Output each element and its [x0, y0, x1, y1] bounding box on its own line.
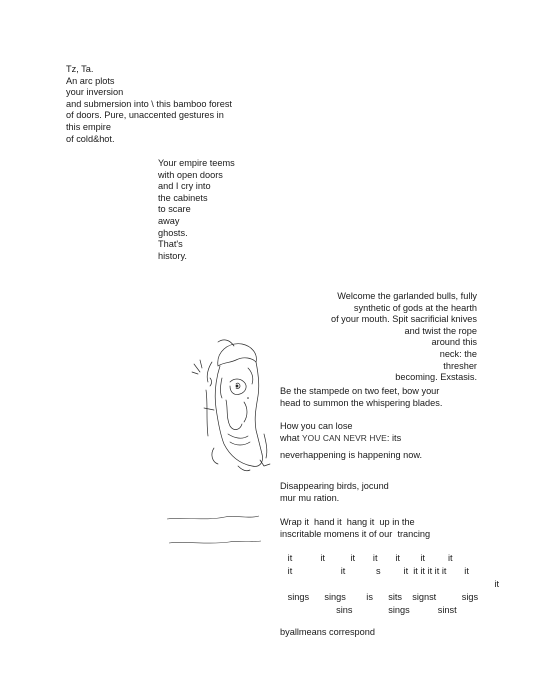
poem-line: and twist the rope — [404, 325, 477, 336]
closing-line — [280, 627, 375, 639]
poem-text: what — [280, 432, 302, 443]
poem-line — [280, 433, 422, 445]
poem-line: to scare — [158, 204, 191, 215]
poem-line: of your mouth. Spit sacrificial knives — [330, 314, 477, 325]
poem-line: Be the stampede on two feet, bow your — [280, 386, 440, 396]
poem-line: with open doors — [158, 169, 223, 180]
poem-line: of doors. Pure, unaccented gestures in — [66, 110, 224, 121]
poem-line: it it it it it it it — [280, 553, 453, 563]
poem-line: your inversion — [66, 87, 124, 98]
scatter-lines — [280, 552, 500, 617]
poem-line: away — [158, 215, 180, 226]
stanza-5 — [280, 421, 422, 462]
poem-line: neverhappening is happening now. — [280, 450, 423, 461]
poem-line: Disappearing birds, jocund — [280, 481, 389, 491]
poem-line: history. — [158, 250, 187, 261]
poem-line: and submersion into \ this bamboo forest — [66, 98, 232, 109]
poem-line: around this — [431, 337, 477, 348]
poem-line: Wrap it hand it hang it up in the — [280, 517, 415, 527]
poem-line: inscritable momens it of our trancing — [280, 528, 431, 539]
stanza-2 — [158, 158, 235, 262]
poem-line: Welcome the garlanded bulls, fully — [337, 291, 477, 301]
poem-line: sings sings is sits signst sigs — [280, 592, 479, 602]
poem-line: thresher — [443, 360, 477, 371]
handwritten-scribble — [165, 513, 265, 553]
poem-line: That's — [158, 239, 183, 250]
stanza-6 — [280, 481, 389, 504]
poem-line: it — [280, 579, 500, 589]
poem-line: this empire — [66, 121, 111, 132]
poem-line: ghosts. — [158, 227, 188, 238]
poem-caps-text: YOU CAN NEVR HVE — [301, 432, 387, 443]
poem-line: it it s it it it it it it it — [280, 566, 469, 576]
poem-line: head to summon the whispering blades. — [280, 397, 443, 408]
poem-line: neck: the — [439, 348, 477, 359]
poem-line: synthetic of gods at the hearth — [353, 302, 477, 313]
poem-line: An arc plots — [66, 75, 115, 86]
stanza-1 — [66, 64, 232, 145]
face-sketch — [190, 338, 276, 476]
stanza-4 — [280, 386, 442, 409]
poem-line: Your empire teems — [158, 158, 235, 168]
poem-line: mur mu ration. — [280, 492, 340, 503]
poem-line: Tz, Ta. — [66, 64, 94, 74]
stanza-7 — [280, 517, 430, 540]
poem-line: becoming. Exstasis. — [395, 372, 477, 383]
poem-line: byallmeans correspond — [280, 627, 375, 637]
poem-line: of cold&hot. — [66, 133, 115, 144]
poem-text: : its — [386, 432, 402, 443]
poem-line: How you can lose — [280, 421, 353, 431]
poem-line: the cabinets — [158, 192, 208, 203]
poem-line: sins sings sinst — [280, 605, 457, 615]
handwritten-note — [165, 513, 265, 553]
poem-line: and I cry into — [158, 181, 211, 192]
